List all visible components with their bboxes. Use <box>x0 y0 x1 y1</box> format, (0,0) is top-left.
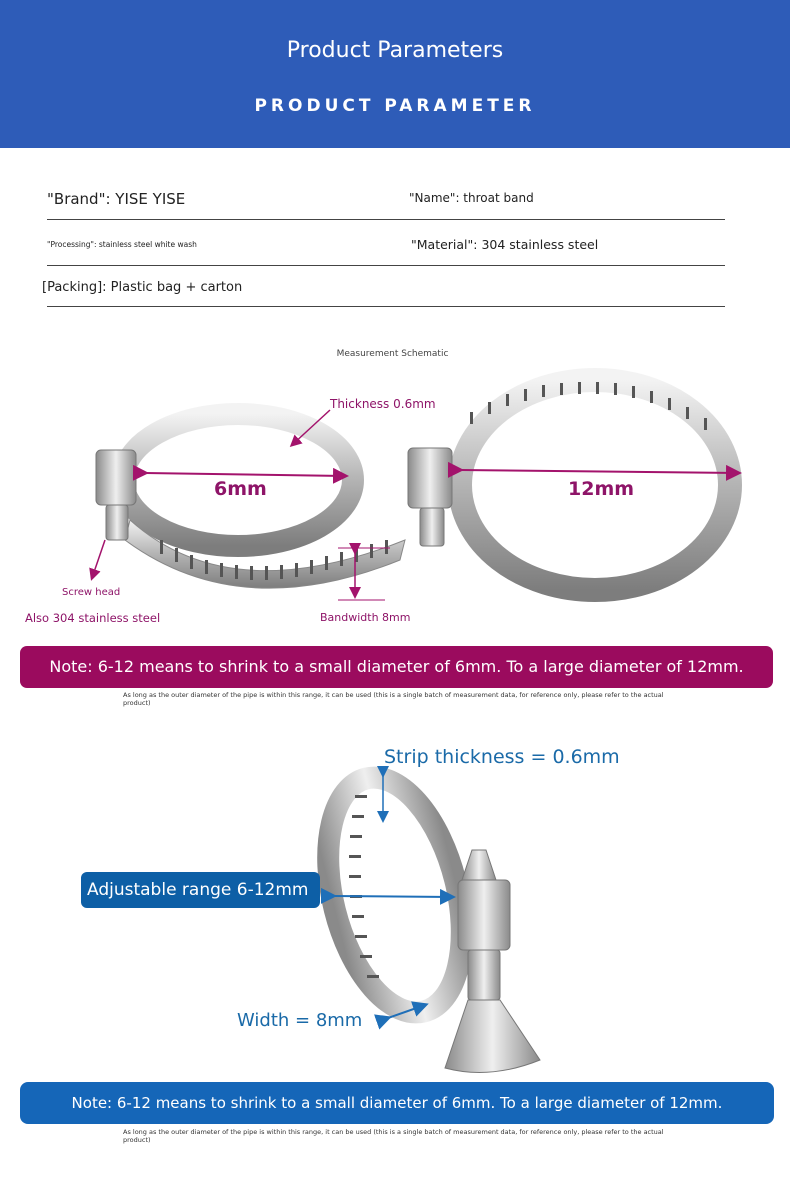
screw-material-label: Also 304 stainless steel <box>25 611 161 625</box>
param-material: "Material": 304 stainless steel <box>411 237 599 252</box>
note-banner: Note: 6-12 means to shrink to a small diameter of 6mm. To a large diameter of 12mm. <box>20 1082 774 1124</box>
disclaimer-text: As long as the outer diameter of the pipe is within this range, it can be used (this is a single batch of measurement data, for reference only, please refer to the actual product) <box>123 691 664 707</box>
param-brand: "Brand": YISE YISE <box>47 190 186 208</box>
thickness-label: Thickness 0.6mm <box>330 397 436 411</box>
adjustable-range-label: Adjustable range 6-12mm <box>81 872 320 908</box>
param-name: "Name": throat band <box>409 191 534 205</box>
schematic-title: Measurement Schematic <box>336 349 449 359</box>
note-banner: Note: 6-12 means to shrink to a small diameter of 6mm. To a large diameter of 12mm. <box>20 646 773 688</box>
strip-thickness-label: Strip thickness = 0.6mm <box>384 746 620 768</box>
disclaimer-text: As long as the outer diameter of the pipe is within this range, it can be used (this is a single batch of measurement data, for reference only, please refer to the actual product) <box>123 1128 664 1144</box>
param-processing: "Processing": stainless steel white wash <box>47 240 197 249</box>
large-diameter-label: 12mm <box>568 478 635 500</box>
small-clamp-image <box>96 414 405 588</box>
width-label: Width = 8mm <box>237 1010 363 1031</box>
page-subtitle: PRODUCT PARAMETER <box>254 96 536 116</box>
page-title: Product Parameters <box>286 38 504 63</box>
param-packing: [Packing]: Plastic bag + carton <box>42 280 243 295</box>
small-diameter-label: 6mm <box>214 478 267 500</box>
screw-head-label: Screw head <box>62 587 121 598</box>
bandwidth-label: Bandwidth 8mm <box>320 611 411 624</box>
